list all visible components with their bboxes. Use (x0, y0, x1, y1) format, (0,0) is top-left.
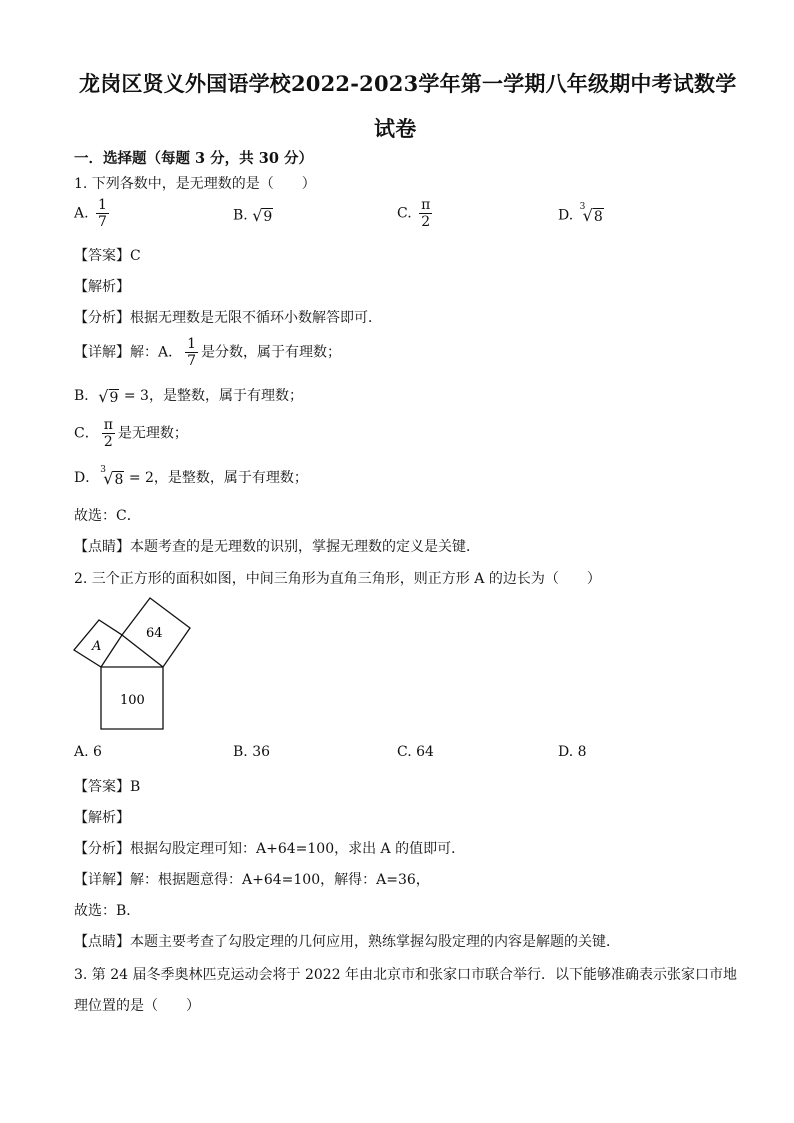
section-heading: 一．选择题（每题 3 分，共 30 分） (74, 150, 313, 167)
square-root: √9 (98, 386, 119, 406)
page-title-line2: 试卷 (374, 116, 417, 141)
q2-option-b: B. 36 (233, 744, 271, 760)
q1-detail-c: C． $\frac{\pi}{2}$ 是无理数； (74, 417, 188, 450)
q1-comment: 【点睛】本题考查的是无理数的识别，掌握无理数的定义是关键． (74, 539, 480, 555)
q1-option-c: C. $\frac{\pi}{2}$ (397, 197, 431, 230)
label-100: 100 (120, 693, 145, 708)
question-3-stem-line1: 3. 第 24 届冬季奥林匹克运动会将于 2022 年由北京市和张家口市联合举行．以下能够准确表示张家口市地 (74, 967, 738, 983)
q2-jiexi: 【解析】 (74, 810, 130, 826)
q1-option-b: B. √9 (233, 206, 273, 225)
fraction: $\frac{1}{7}$ (98, 197, 107, 230)
question-2-stem: 2. 三个正方形的面积如图，中间三角形为直角三角形，则正方形 A 的边长为（ ） (74, 571, 601, 587)
q1-conclusion: 故选：C． (74, 508, 141, 524)
question-3-stem-line2: 理位置的是（ ） (74, 998, 200, 1014)
cube-root: 3 √8 (100, 464, 124, 488)
question-1-stem: 1. 下列各数中，是无理数的是（ ） (74, 176, 316, 192)
label-64: 64 (146, 626, 163, 641)
q1-jiexi: 【解析】 (74, 279, 130, 295)
q2-detail: 【详解】解：根据题意得：A+64=100，解得：A=36， (74, 872, 430, 888)
q1-answer: 【答案】C (74, 248, 141, 264)
q1-detail-d: D． 3 √8 = 2，是整数，属于有理数； (74, 464, 308, 488)
q1-option-d: D. 3 √8 (558, 202, 603, 225)
fraction: $\frac{\pi}{2}$ (421, 197, 431, 230)
q2-answer: 【答案】B (74, 779, 141, 795)
q2-analysis: 【分析】根据勾股定理可知：A+64=100，求出 A 的值即可． (74, 841, 466, 857)
q1-detail-b: B．√9 = 3，是整数，属于有理数； (74, 386, 303, 406)
pythagoras-squares-figure (70, 595, 195, 732)
label-a: A (92, 639, 102, 654)
q1-analysis: 【分析】根据无理数是无限不循环小数解答即可． (74, 310, 382, 326)
fraction: $\frac{1}{7}$ (187, 336, 197, 369)
q2-comment: 【点睛】本题主要考查了勾股定理的几何应用，熟练掌握勾股定理的内容是解题的关键． (74, 934, 620, 950)
q1-detail-a: 【详解】解：A． $\frac{1}{7}$ 是分数，属于有理数； (74, 336, 342, 369)
square-root: √9 (252, 206, 273, 225)
q1-option-a: A. $\frac{1}{7}$ (74, 197, 107, 230)
page-title: 龙岗区贤义外国语学校2022-2023学年第一学期八年级期中考试数学 (79, 71, 737, 96)
fraction: $\frac{\pi}{2}$ (103, 417, 113, 450)
q2-option-a: A. 6 (74, 744, 102, 760)
q2-conclusion: 故选：B． (74, 903, 141, 919)
q2-option-c: C. 64 (397, 744, 434, 760)
cube-root: 3 √8 (579, 202, 603, 225)
q2-option-d: D. 8 (558, 744, 587, 760)
